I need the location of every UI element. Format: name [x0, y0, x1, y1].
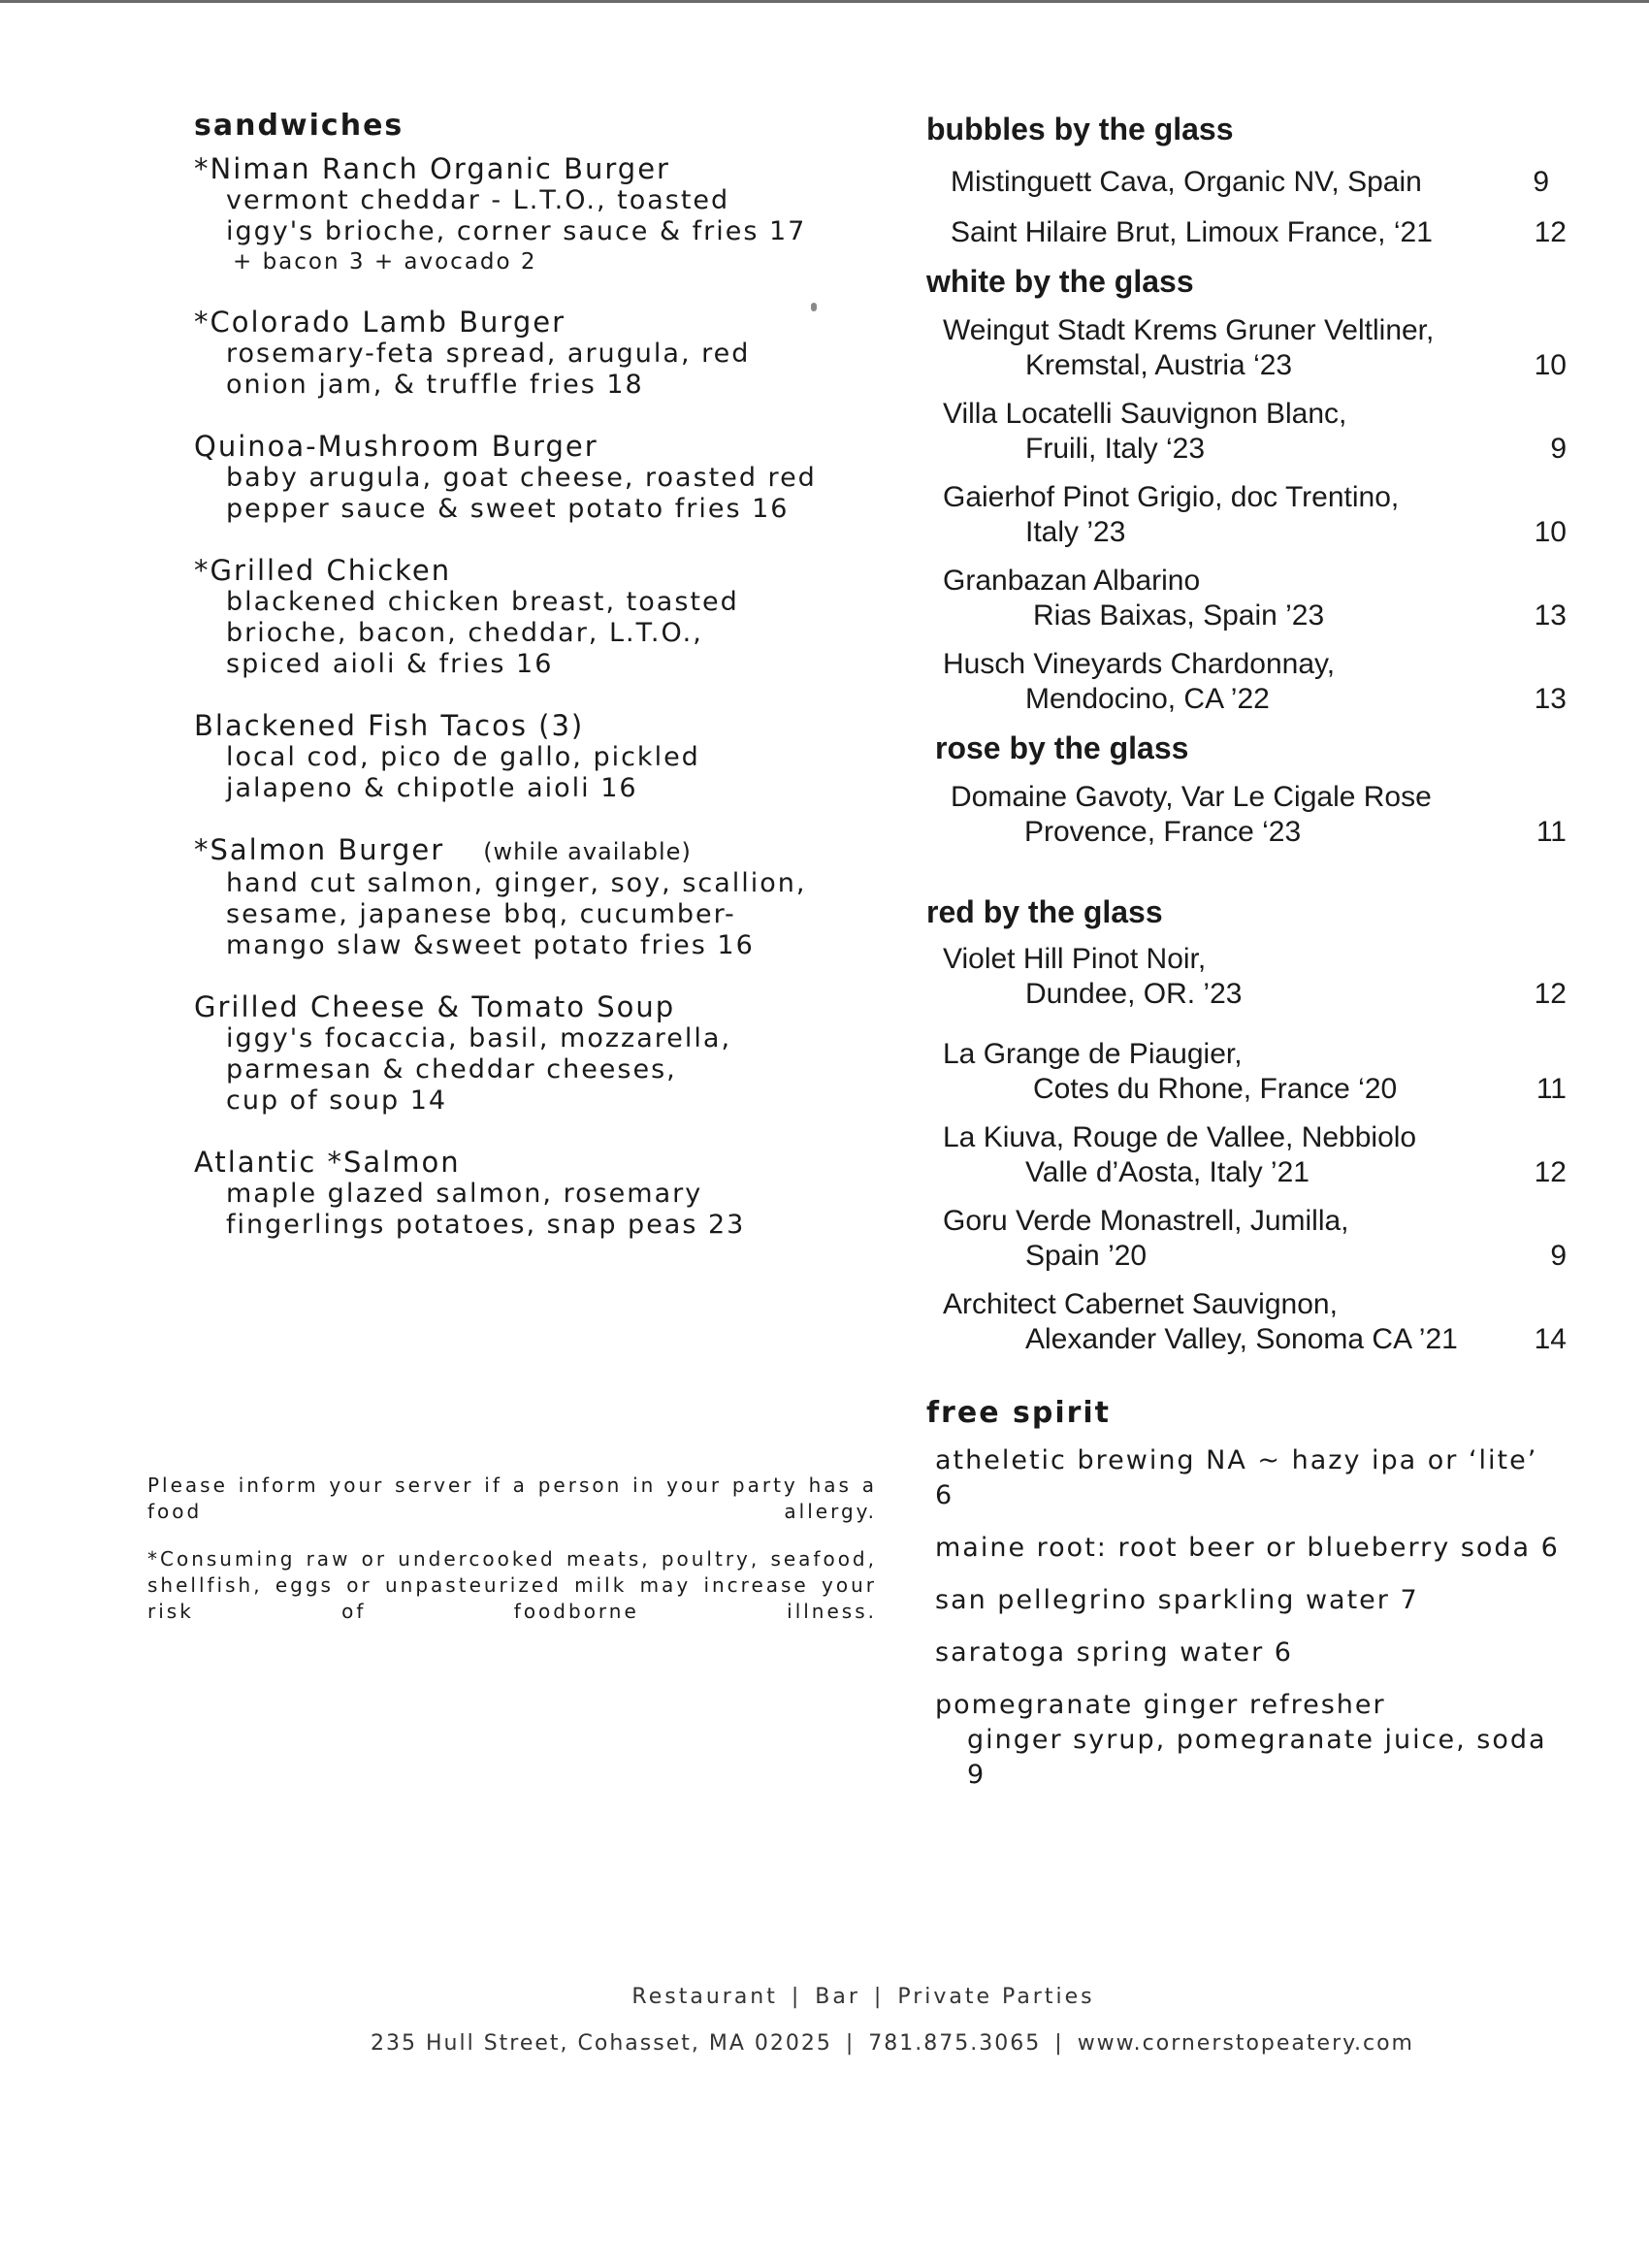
wine-price: 14: [1534, 1323, 1567, 1355]
sandwiches-heading: sandwiches: [194, 109, 404, 143]
wine-region: Alexander Valley, Sonoma CA ’21: [1025, 1323, 1458, 1355]
free-spirit-section: [926, 1396, 1567, 1793]
wine-item: [926, 397, 1567, 467]
wine-item: [926, 1037, 1567, 1107]
wine-price: 13: [1534, 599, 1567, 632]
wine-item: [926, 313, 1567, 383]
white-section: [926, 264, 1567, 717]
spirit-item: maine root: root beer or blueberry soda 6: [935, 1533, 1560, 1563]
wine-name: Goru Verde Monastrell, Jumilla,: [943, 1205, 1349, 1237]
footer-separator: |: [845, 2031, 856, 2056]
top-scan-line: [0, 0, 1649, 3]
allergy-note: Please inform your server if a person in your party has a food allergy.: [147, 1474, 877, 1523]
rose-heading: rose by the glass: [935, 730, 1189, 765]
wine-name: Husch Vineyards Chardonnay,: [943, 648, 1336, 680]
menu-notes: [147, 1473, 877, 1646]
wine-item: [926, 165, 1567, 200]
wine-name: Gaierhof Pinot Grigio, doc Trentino,: [943, 481, 1400, 513]
wine-name: Architect Cabernet Sauvignon,: [943, 1288, 1338, 1320]
item-description: vermont cheddar - L.T.O., toasted iggy's brioche, corner sauce & fries 17: [226, 185, 807, 246]
wine-item: [926, 1204, 1567, 1274]
wine-region: Italy ’23: [1025, 516, 1126, 548]
wine-price: 12: [1534, 1156, 1567, 1188]
item-description: iggy's focaccia, basil, mozzarella, parmesan & cheddar cheeses, cup of soup 14: [226, 1023, 732, 1116]
wine-region: Spain ’20: [1025, 1240, 1148, 1272]
wine-name: Domaine Gavoty, Var Le Cigale Rose: [951, 781, 1432, 813]
item-name: *Colorado Lamb Burger: [194, 306, 566, 339]
item-name: Blackened Fish Tacos (3): [194, 709, 585, 742]
item-addons: + bacon 3 + avocado 2: [233, 249, 537, 275]
spirit-item-name: pomegranate ginger refresher: [935, 1690, 1386, 1720]
wine-price: 9: [1533, 166, 1549, 198]
item-description: blackened chicken breast, toasted brioche, bacon, cheddar, L.T.O., spiced aioli & fries 16: [226, 587, 739, 679]
wine-price: 13: [1534, 683, 1567, 715]
item-name: *Grilled Chicken: [194, 554, 452, 587]
wine-name: Mistinguett Cava, Organic NV, Spain: [951, 166, 1422, 198]
bubbles-heading: bubbles by the glass: [926, 112, 1234, 146]
item-name: *Salmon Burger: [194, 833, 445, 866]
wine-price: 11: [1536, 816, 1567, 848]
footer-separator: |: [791, 1985, 802, 2009]
wine-price: 9: [1550, 1240, 1567, 1272]
footer-services: [0, 1985, 1649, 2009]
red-heading: red by the glass: [926, 894, 1163, 929]
wine-item: [935, 780, 1567, 850]
wine-region: Fruili, Italy ‘23: [1025, 433, 1206, 465]
free-spirit-heading: free spirit: [926, 1396, 1112, 1430]
wine-region: Kremstal, Austria ‘23: [1025, 349, 1293, 381]
wine-item: [926, 942, 1567, 1012]
item-description: rosemary-feta spread, arugula, red onion jam, & truffle fries 18: [226, 339, 751, 400]
wine-item: [926, 1287, 1567, 1357]
wine-name: La Grange de Piaugier,: [943, 1038, 1243, 1070]
wine-region: Mendocino, CA ’22: [1025, 683, 1270, 715]
footer-website[interactable]: www.cornerstopeatery.com: [1077, 2031, 1414, 2056]
consumer-advisory-note: *Consuming raw or undercooked meats, poultry, seafood, shellfish, eggs or unpasteurized milk may increase your risk of foodborne illness.: [147, 1547, 877, 1623]
footer-phone: 781.875.3065: [868, 2031, 1042, 2056]
wine-name: La Kiuva, Rouge de Vallee, Nebbiolo: [943, 1121, 1417, 1153]
menu-item: [194, 990, 892, 1117]
wine-region: Dundee, OR. ’23: [1025, 978, 1243, 1010]
wine-region: Cotes du Rhone, France ‘20: [1033, 1073, 1398, 1105]
wine-price: 12: [1534, 216, 1567, 248]
wine-name: Villa Locatelli Sauvignon Blanc,: [943, 398, 1347, 430]
wine-item: [926, 564, 1567, 633]
footer-address: 235 Hull Street, Cohasset, MA 02025: [371, 2031, 832, 2056]
wine-name: Saint Hilaire Brut, Limoux France, ‘21: [951, 216, 1433, 248]
bubbles-section: [926, 112, 1567, 250]
spirit-item: saratoga spring water 6: [935, 1637, 1293, 1668]
item-description: local cod, pico de gallo, pickled jalapeno & chipotle aioli 16: [226, 742, 700, 803]
footer-contact: [0, 2031, 1649, 2056]
item-availability-note: (while available): [483, 838, 692, 865]
red-section: [926, 894, 1567, 1357]
menu-item: [194, 833, 892, 961]
wine-price: 12: [1534, 978, 1567, 1010]
spirit-item: atheletic brewing NA ~ hazy ipa or ‘lite’ 6: [935, 1445, 1538, 1510]
item-name: *Niman Ranch Organic Burger: [194, 152, 670, 185]
menu-item: [194, 554, 892, 680]
drinks-column: [926, 112, 1567, 1810]
wine-name: Granbazan Albarino: [943, 565, 1201, 597]
menu-item: [194, 709, 892, 804]
spirit-item: san pellegrino sparkling water 7: [935, 1585, 1419, 1615]
wine-item: [926, 647, 1567, 717]
footer-separator: |: [873, 1985, 885, 2009]
wine-region: Rias Baixas, Spain ’23: [1033, 599, 1325, 632]
menu-item: [194, 306, 892, 401]
wine-item: [926, 215, 1567, 250]
wine-price: 10: [1534, 516, 1567, 548]
footer-service: Bar: [815, 1985, 860, 2009]
item-name-row: [194, 833, 892, 868]
wine-price: 10: [1534, 349, 1567, 381]
item-description: maple glazed salmon, rosemary fingerlings potatoes, snap peas 23: [226, 1179, 746, 1240]
menu-item: [194, 1146, 892, 1241]
wine-price: 9: [1550, 433, 1567, 465]
rose-section: [926, 730, 1567, 850]
spirit-item: [926, 1688, 1567, 1793]
wine-item: [926, 1120, 1567, 1190]
wine-price: 11: [1536, 1073, 1567, 1105]
footer-separator: |: [1054, 2031, 1064, 2056]
wine-name: Violet Hill Pinot Noir,: [943, 943, 1207, 975]
item-name: Quinoa-Mushroom Burger: [194, 430, 598, 463]
sandwiches-section: [194, 109, 892, 1270]
item-description: baby arugula, goat cheese, roasted red pepper sauce & sweet potato fries 16: [226, 463, 817, 524]
white-heading: white by the glass: [926, 264, 1194, 299]
spirit-item-description: ginger syrup, pomegranate juice, soda 9: [967, 1725, 1547, 1790]
item-name: Atlantic *Salmon: [194, 1146, 461, 1179]
menu-item: [194, 430, 892, 525]
item-name: Grilled Cheese & Tomato Soup: [194, 990, 676, 1023]
footer-service: Private Parties: [897, 1985, 1095, 2009]
wine-item: [926, 480, 1567, 550]
menu-item: [194, 152, 892, 276]
item-description: hand cut salmon, ginger, soy, scallion, sesame, japanese bbq, cucumber- mango slaw &sweet potato fries 16: [226, 868, 807, 960]
wine-region: Provence, France ‘23: [1024, 816, 1302, 848]
wine-name: Weingut Stadt Krems Gruner Veltliner,: [943, 314, 1435, 346]
footer-service: Restaurant: [631, 1985, 778, 2009]
wine-region: Valle d’Aosta, Italy ’21: [1025, 1156, 1310, 1188]
